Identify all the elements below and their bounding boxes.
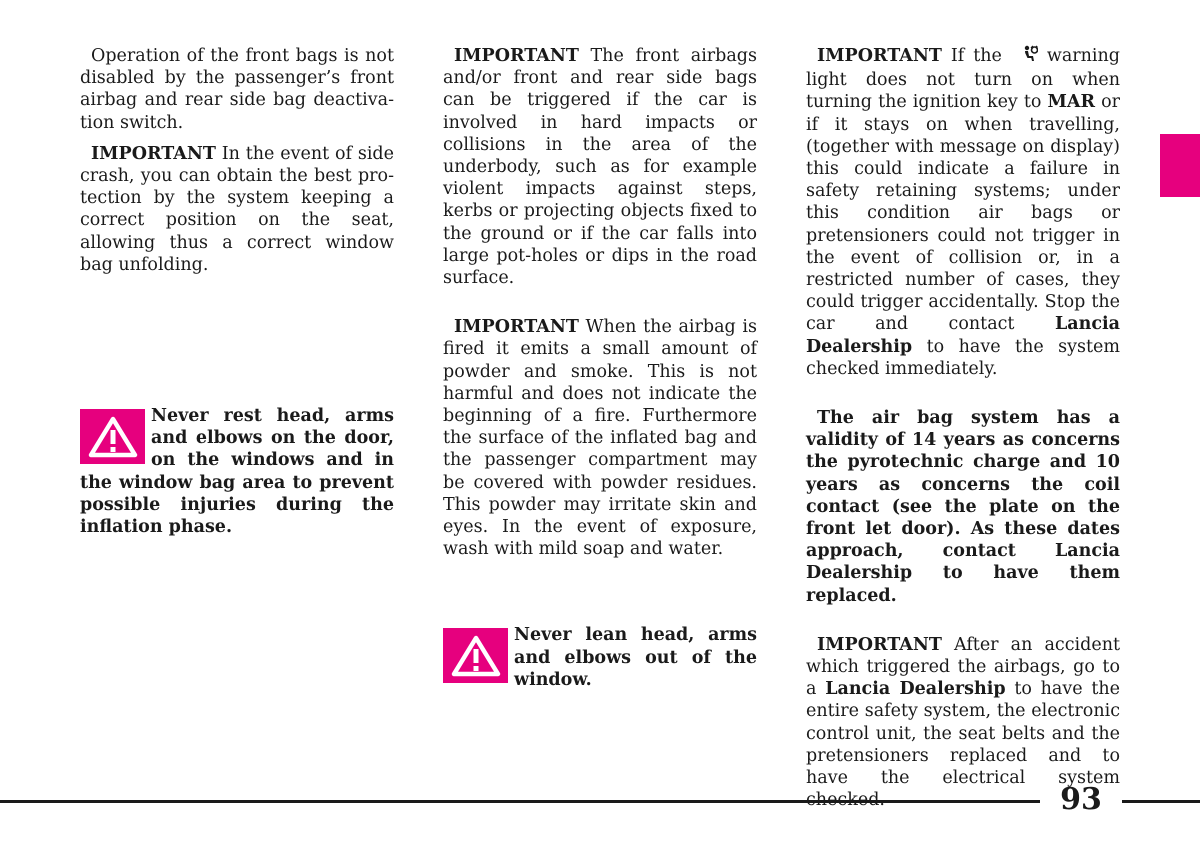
footer-rule-left [0, 800, 1040, 803]
dealer-name: Lancia Dealership [825, 679, 1006, 700]
section-tab-marker [1160, 134, 1200, 197]
column-3 [806, 45, 1120, 821]
paragraph-warning-light-important: IMPORTANT If the warning light does not turn on when turning the ignition key to MAR or if it stays on when travelling, (together with message on display) this could indicate a failure in safety retaining systems; under this condition air bags or pretensioners could not trigger in the event of collision or, in a restricted number of cases, they could trigger accidentally. Stop the car and contact Lancia Dealership to have the system checked immediately. [806, 46, 1120, 379]
warning-box-door [80, 405, 394, 538]
airbag-warning-light-icon [1011, 45, 1038, 69]
paragraph-underbody-important: IMPORTANT The front airbags and/or front and rear side bags can be triggered if the car is involved in hard impacts or collisions in the area of the underbody, such as for example violent impacts against steps, kerbs or projecting objects fixed to the ground or if the car falls into large pot-holes or dips in the road surface. [443, 46, 757, 289]
paragraph-front-bags-note: Operation of the front bags is not disabled by the passenger’s front airbag and rear side bag deactivation switch. [80, 46, 394, 133]
paragraph-accident-important: IMPORTANT After an accident which triggered the airbags, go to a Lancia Dealership to have the entire safety system, the electronic control unit, the seat belts and the pretensioners replaced and to have the electrical system [806, 634, 1121, 789]
footer-rule-right [1122, 800, 1200, 803]
column-2 [443, 45, 757, 691]
warning-text-door: Never rest head, arms and elbows on the door, on the windows and in the window bag area to prevent possible injuries during the inflation phase. [80, 406, 394, 538]
paragraph-validity-bold: The air bag system has a validity of 14 years as concerns the pyrotechnic charge and 10 years as concerns the coil contact (see the plate on the front let door). As these dates approach, contact Lancia Dealership to have them replaced. [806, 408, 1120, 606]
warning-triangle-icon [80, 409, 145, 464]
important-label: IMPORTANT [91, 143, 216, 164]
ignition-key-mar: MAR [1047, 92, 1096, 113]
paragraph-side-crash-important: IMPORTANT In the event of side crash, you can obtain the best protection by the system keeping a correct position on the seat, allowing thus a correct window bag unfolding. [80, 143, 394, 275]
warning-box-window [443, 624, 757, 691]
dealer-name: Lancia Dealership [806, 314, 1120, 357]
important-label: IMPORTANT [817, 634, 942, 655]
warning-triangle-icon [443, 628, 508, 683]
page-number: 93 [1060, 782, 1102, 817]
important-label: IMPORTANT [454, 46, 579, 66]
warning-text-window: Never lean head, arms and elbows out of the window. [514, 625, 757, 690]
column-1 [80, 45, 394, 538]
important-label: IMPORTANT [454, 317, 579, 338]
paragraph-powder-important: IMPORTANT When the airbag is fired it emits a small amount of powder and smoke. This is not harmful and does not indicate the beginning of a fire. Furthermore the surface of the inflated bag and the passenger compartment may be covered with powder residues. This powder may irritate skin and eyes. In the event of exposure, wash with mild soap and water. [443, 317, 757, 560]
important-label: IMPORTANT [817, 46, 942, 66]
